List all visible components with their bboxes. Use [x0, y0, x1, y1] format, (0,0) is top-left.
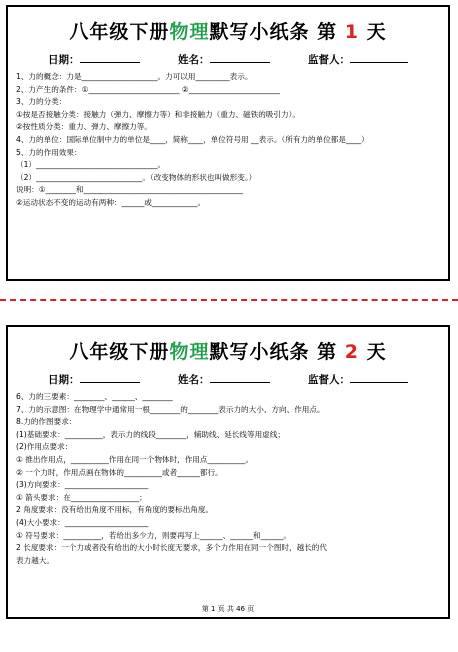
- name-field: [178, 371, 270, 387]
- body-line: 7、力的示意图：在物理学中通常用一根________的________表示力的大小、方向、作用点。: [16, 404, 325, 414]
- name-label: 姓名：: [178, 374, 210, 386]
- name-blank[interactable]: [210, 371, 270, 383]
- body-line: 6、力的三要素：________、______、________: [16, 392, 173, 401]
- body-line: ①按是否接触分类：接触力（弹力、摩擦力等）和非接触力（重力、磁铁的吸引力）。: [16, 109, 300, 119]
- body-line: ②按性质分类：重力、弹力、摩擦力等。: [16, 122, 152, 132]
- header-fields: [8, 371, 448, 387]
- body-line: (1)基础要求：__________，表示力的线段________，辅助线、延长线等用虚线；: [16, 429, 285, 439]
- name-field: [178, 51, 270, 67]
- body-line: (2)作用点要求：: [16, 442, 73, 452]
- body-line: （1）________________________________。: [16, 160, 166, 170]
- title-prefix: 八年级下册: [69, 21, 170, 43]
- card-body: [8, 67, 448, 210]
- body-line: 说明：①________和__________________________________________: [16, 185, 244, 195]
- body-line: 2 长度要求：一个力或者没有给出的大小时长度无要求，多个力作用在同一个图时，越长的代: [16, 543, 327, 553]
- body-line: （2）____________________________。（改变物体的形状也叫做形变。）: [16, 172, 257, 182]
- name-label: 姓名：: [178, 54, 210, 66]
- page-footer: 第 1 页 共 46 页: [201, 605, 255, 613]
- body-line: 2 角度要求：没有给出角度不用标，有角度的要标出角度。: [16, 505, 214, 515]
- title-suffix: 天: [366, 21, 387, 43]
- monitor-field: [308, 51, 408, 67]
- body-line: 4、力的单位：国际单位制中力的单位是____，简称____，单位符号用 __表示。（所有力的单位都是____）: [16, 134, 369, 144]
- body-line: ② 一个力时，作用点画在物体的__________或者______都行。: [16, 467, 223, 477]
- monitor-field: [308, 371, 408, 387]
- title-subject: 物理: [169, 341, 210, 363]
- date-label: 日期：: [48, 374, 80, 386]
- day-number: 1: [344, 21, 359, 43]
- body-line: (4)大小要求：______________________: [16, 517, 149, 527]
- name-blank[interactable]: [210, 51, 270, 63]
- body-line: 1、力的概念：力是____________________。力可以用_________表示。: [16, 72, 253, 81]
- monitor-label: 监督人：: [308, 374, 350, 386]
- header-fields: [8, 51, 448, 67]
- dictation-card-day-1: [6, 5, 450, 281]
- monitor-label: 监督人：: [308, 54, 350, 66]
- body-line: (3)方向要求：______________________: [16, 480, 149, 490]
- card-title: [8, 339, 448, 365]
- body-line: 3、力的分类：: [16, 97, 67, 107]
- date-blank[interactable]: [80, 371, 140, 383]
- date-blank[interactable]: [80, 51, 140, 63]
- title-suffix: 天: [366, 341, 387, 363]
- title-mid: 默写小纸条 第: [209, 21, 338, 43]
- monitor-blank[interactable]: [350, 51, 408, 63]
- body-line: 5、力的作用效果：: [16, 147, 82, 157]
- body-line: 表力越大。: [16, 555, 54, 565]
- body-line: ②运动状态不变的运动有两种：______或____________。: [16, 197, 206, 207]
- date-field: [48, 51, 140, 67]
- card-title: [8, 19, 448, 45]
- body-line: ① 推出作用点，__________作用在同一个物体时，作用点__________。: [16, 454, 254, 464]
- body-line: 8.力的作图要求：: [16, 417, 77, 427]
- day-number: 2: [344, 341, 359, 363]
- date-label: 日期：: [48, 54, 80, 66]
- dictation-card-day-2: [6, 325, 450, 619]
- card-body: [8, 387, 448, 567]
- title-mid: 默写小纸条 第: [209, 341, 338, 363]
- date-field: [48, 371, 140, 387]
- monitor-blank[interactable]: [350, 371, 408, 383]
- body-line: 2、力产生的条件：①________________________ ②________________________: [16, 84, 280, 94]
- body-line: ① 符号要求：__________，若给出多少力，则要再写上______、______和______。: [16, 530, 292, 540]
- cut-line-divider: [0, 299, 458, 301]
- title-subject: 物理: [169, 21, 210, 43]
- title-prefix: 八年级下册: [69, 341, 170, 363]
- body-line: ① 箭头要求：在__________________；: [16, 492, 147, 502]
